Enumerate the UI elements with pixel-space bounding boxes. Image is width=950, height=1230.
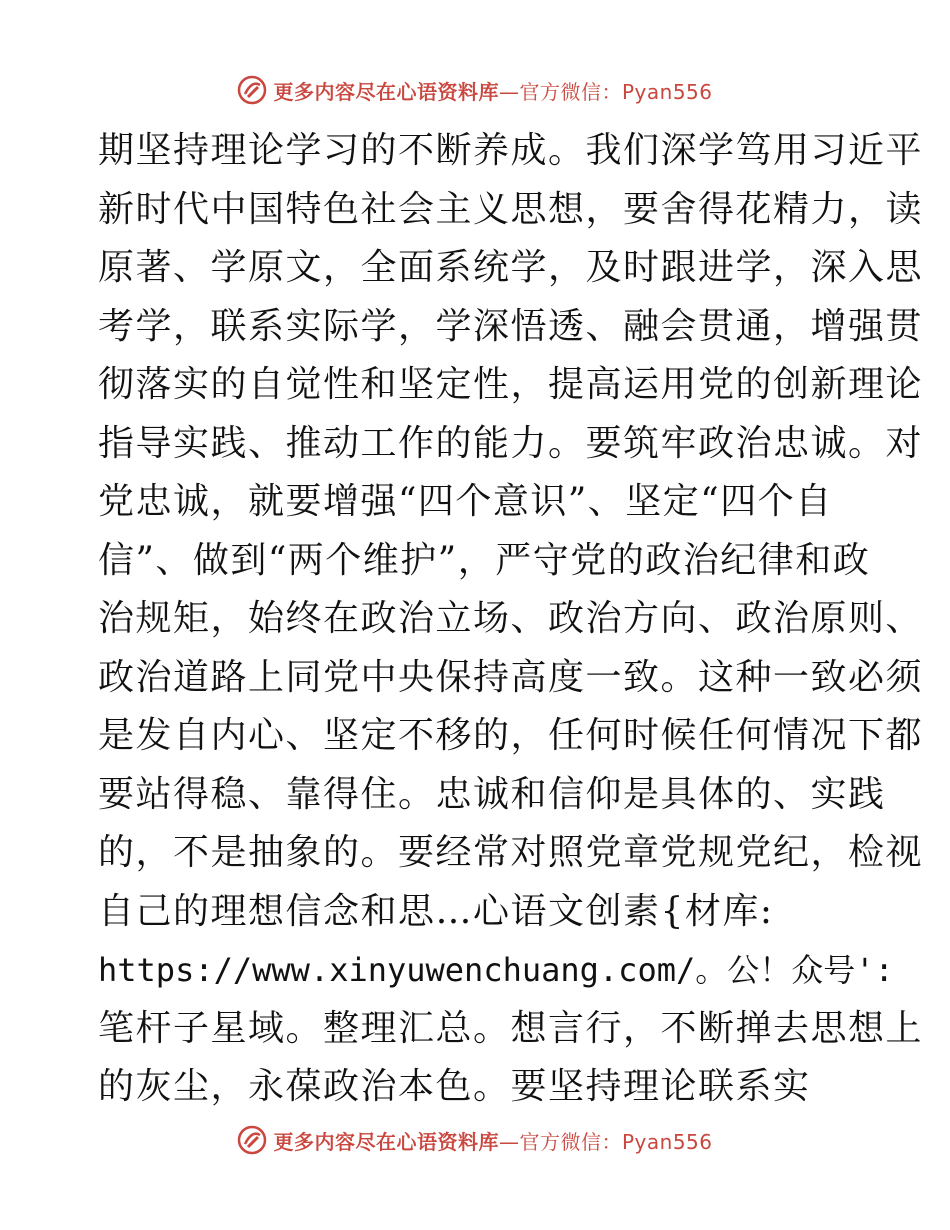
document-body <box>98 122 924 1117</box>
watermark-wechat-id: Pyan556 <box>621 79 713 104</box>
text-line: 的灰尘，永葆政治本色。要坚持理论联系实 <box>98 1066 811 1107</box>
text-line-url: https://www.xinyuwenchuang.com/。公！众号': <box>98 951 894 989</box>
watermark-wechat-id: Pyan556 <box>621 1129 713 1154</box>
text-line: 自己的理想信念和思…心语文创素{材库: <box>98 890 774 932</box>
text-line: 指导实践、推动工作的能力。要筑牢政治忠诚。对 <box>98 422 924 464</box>
text-line: 原著、学原文，全面系统学，及时跟进学，深入思 <box>98 247 924 288</box>
text-line: 新时代中国特色社会主义思想，要舍得花精力，读 <box>98 188 924 230</box>
brand-logo-icon <box>237 75 267 105</box>
watermark-text <box>273 76 712 105</box>
header-watermark <box>0 70 950 110</box>
text-line: 政治道路上同党中央保持高度一致。这种一致必须 <box>98 656 924 698</box>
text-line: 期坚持理论学习的不断养成。我们深学笃用习近平 <box>98 130 924 171</box>
text-line: 要站得稳、靠得住。忠诚和信仰是具体的、实践 <box>98 773 886 815</box>
text-line: 笔杆子星域。整理汇总。想言行，不断掸去思想上 <box>98 1007 924 1049</box>
watermark-text <box>273 1126 712 1155</box>
text-line: 信”、做到“两个维护”，严守党的政治纪律和政 <box>98 539 871 581</box>
watermark-separator: —官方微信： <box>498 79 622 104</box>
text-line: 是发自内心、坚定不移的，任何时候任何情况下都 <box>98 715 924 756</box>
brand-logo-icon <box>237 1125 267 1155</box>
text-line: 治规矩，始终在政治立场、政治方向、政治原则、 <box>98 598 924 639</box>
text-line: 彻落实的自觉性和坚定性，提高运用党的创新理论 <box>98 364 924 405</box>
text-line: 考学，联系实际学，学深悟透、融会贯通，增强贯 <box>98 305 924 347</box>
watermark-separator: —官方微信： <box>498 1129 622 1154</box>
watermark-title: 更多内容尽在心语资料库 <box>273 1129 499 1154</box>
text-line: 的，不是抽象的。要经常对照党章党规党纪，检视 <box>98 832 924 873</box>
watermark-title: 更多内容尽在心语资料库 <box>273 79 499 104</box>
footer-watermark <box>0 1120 950 1160</box>
text-line: 党忠诚，就要增强“四个意识”、坚定“四个自 <box>98 481 833 522</box>
